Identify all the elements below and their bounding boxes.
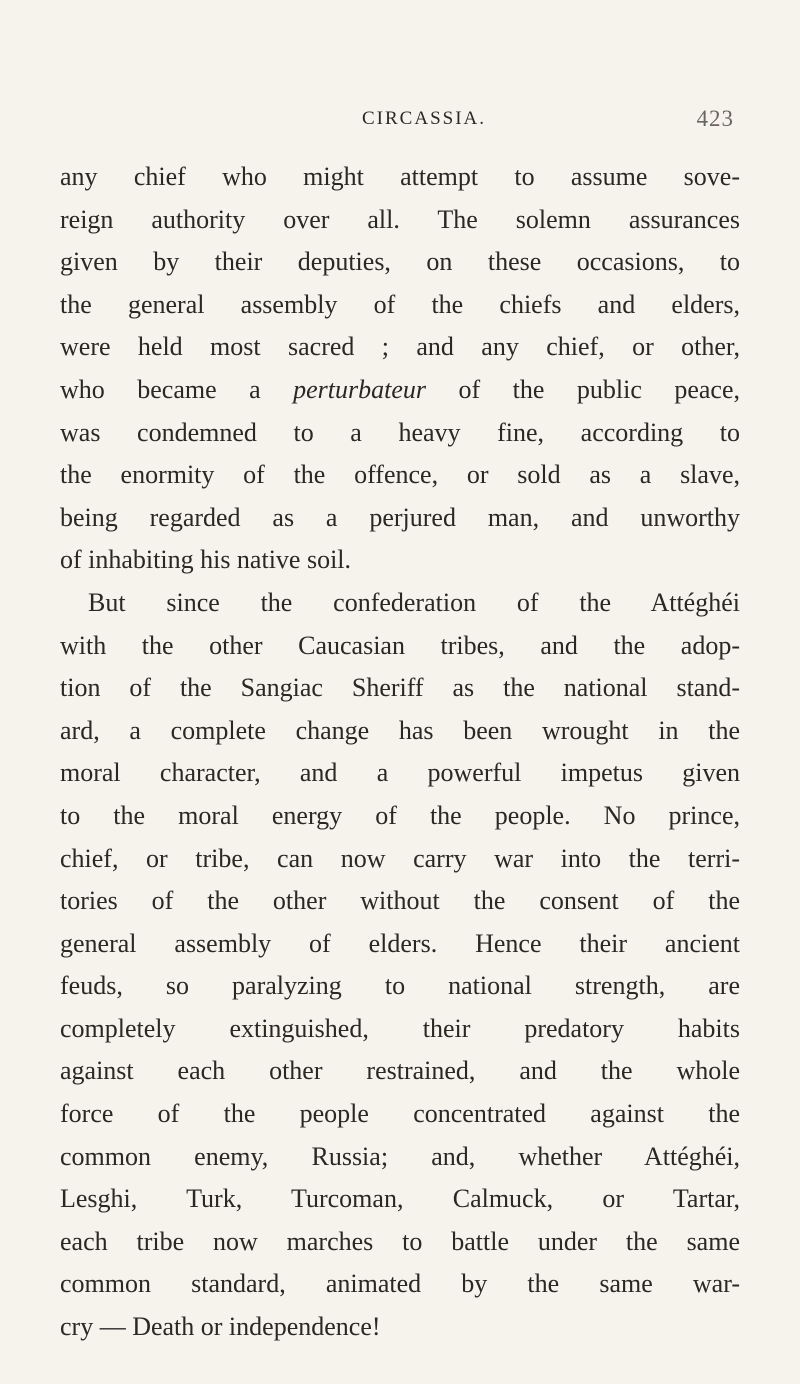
paragraph-start-line: But since the confederation of the Attéghéi: [88, 587, 740, 617]
text-line: chief, or tribe, can now carry war into the terri-: [60, 843, 740, 873]
running-head: [60, 103, 740, 135]
text-line: the general assembly of the chiefs and elders,: [60, 289, 740, 319]
page-number: 423: [696, 106, 734, 131]
text-segment: of the public peace,: [426, 374, 741, 404]
text-line: to the moral energy of the people. No prince,: [60, 800, 740, 830]
text-line: [60, 369, 740, 412]
text-line: the enormity of the offence, or sold as a slave,: [60, 460, 740, 490]
text-line: of inhabiting his native soil.: [60, 545, 352, 575]
text-line: feuds, so paralyzing to national strength, are: [60, 971, 740, 1001]
text-line: any chief who might attempt to assume sove-: [60, 162, 740, 191]
text-line: given by their deputies, on these occasions, to: [60, 247, 740, 277]
text-line: common standard, animated by the same war-: [60, 1269, 740, 1299]
text-line: tories of the other without the consent of the: [60, 886, 740, 916]
body-text: [60, 156, 740, 1349]
text-line: tion of the Sangiac Sheriff as the national stand-: [60, 673, 740, 703]
text-line: each tribe now marches to battle under the same: [60, 1226, 740, 1256]
text-segment: who became a: [60, 374, 294, 404]
text-line: against each other restrained, and the whole: [60, 1056, 740, 1086]
text-line: completely extinguished, their predatory habits: [60, 1013, 740, 1043]
italic-term: perturbateur: [293, 374, 427, 404]
text-line: common enemy, Russia; and, whether Attéghéi,: [60, 1141, 740, 1171]
text-line: were held most sacred ; and any chief, or other,: [60, 332, 740, 362]
text-line: with the other Caucasian tribes, and the adop-: [60, 630, 740, 660]
text-line: reign authority over all. The solemn assurances: [60, 204, 740, 234]
text-line: ard, a complete change has been wrought in the: [60, 715, 740, 745]
text-line: cry — Death or independence!: [60, 1312, 381, 1342]
text-line: general assembly of elders. Hence their ancient: [60, 928, 740, 958]
text-line: force of the people concentrated against the: [60, 1099, 740, 1129]
running-title: CIRCASSIA.: [362, 108, 486, 129]
text-line: was condemned to a heavy fine, according to: [60, 417, 740, 447]
text-line: moral character, and a powerful impetus given: [60, 758, 740, 788]
text-line: being regarded as a perjured man, and unworthy: [60, 502, 740, 532]
text-line: Lesghi, Turk, Turcoman, Calmuck, or Tartar,: [60, 1184, 740, 1214]
